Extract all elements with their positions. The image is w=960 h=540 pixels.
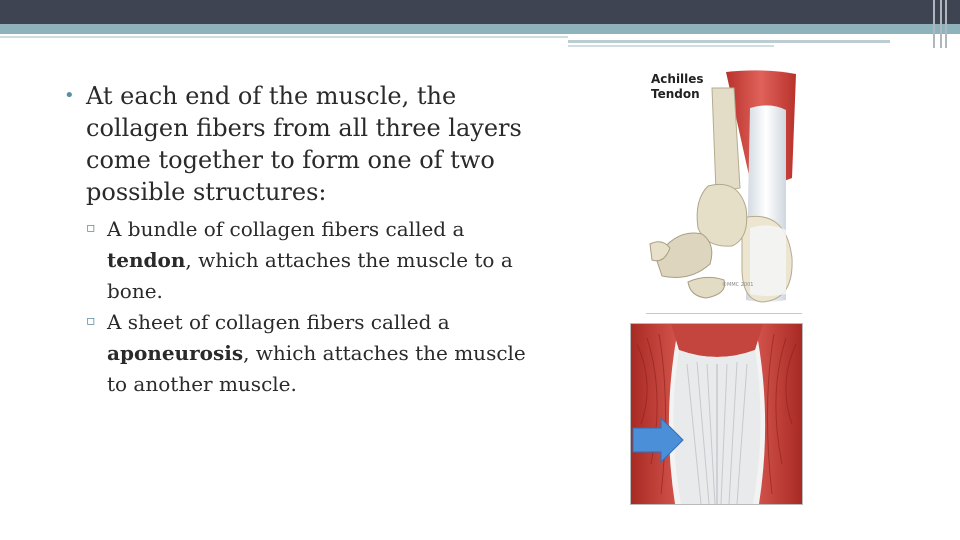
title-bar-decoration: [0, 0, 960, 24]
label-line: Tendon: [651, 87, 700, 101]
achilles-label: [651, 72, 704, 102]
label-line: Achilles: [651, 72, 704, 86]
sub-bullet-text: A sheet of collagen fibers called a: [107, 310, 450, 334]
term-aponeurosis: aponeurosis: [107, 341, 244, 365]
copyright-text: ©MMC 2001: [722, 282, 754, 288]
main-bullet-text: At each end of the muscle, the collagen fibers from all three layers come together to form one of two possible structures:: [86, 82, 522, 206]
corner-strip: [933, 0, 935, 48]
sub-bullet-aponeurosis: [64, 307, 544, 400]
sub-bullet-text: , which attaches the muscle to another muscle.: [107, 341, 526, 396]
sub-bullet-mark: ▫: [86, 220, 96, 236]
accent-band: [0, 24, 960, 34]
slide-content: [64, 80, 544, 400]
sub-bullet-mark: ▫: [86, 313, 96, 329]
aponeurosis-image: [630, 323, 803, 505]
achilles-tendon-image: [646, 68, 802, 308]
term-tendon: tendon: [107, 248, 186, 272]
sub-bullet-text: , which attaches the muscle to a bone.: [107, 248, 513, 303]
achilles-tendon-illustration-icon: [646, 68, 802, 308]
bullet-mark: •: [64, 85, 75, 106]
sub-bullet-tendon: [64, 214, 544, 307]
sub-bullet-list: [64, 214, 544, 400]
decorative-line: [0, 36, 568, 38]
decorative-line: [568, 40, 890, 43]
decorative-line: [568, 45, 774, 47]
abdominal-aponeurosis-illustration-icon: [631, 324, 802, 504]
main-bullet: [64, 80, 544, 208]
image-separator: [646, 313, 802, 314]
sub-bullet-text: A bundle of collagen fibers called a: [107, 217, 465, 241]
corner-strip: [940, 0, 942, 48]
corner-strip: [945, 0, 947, 48]
